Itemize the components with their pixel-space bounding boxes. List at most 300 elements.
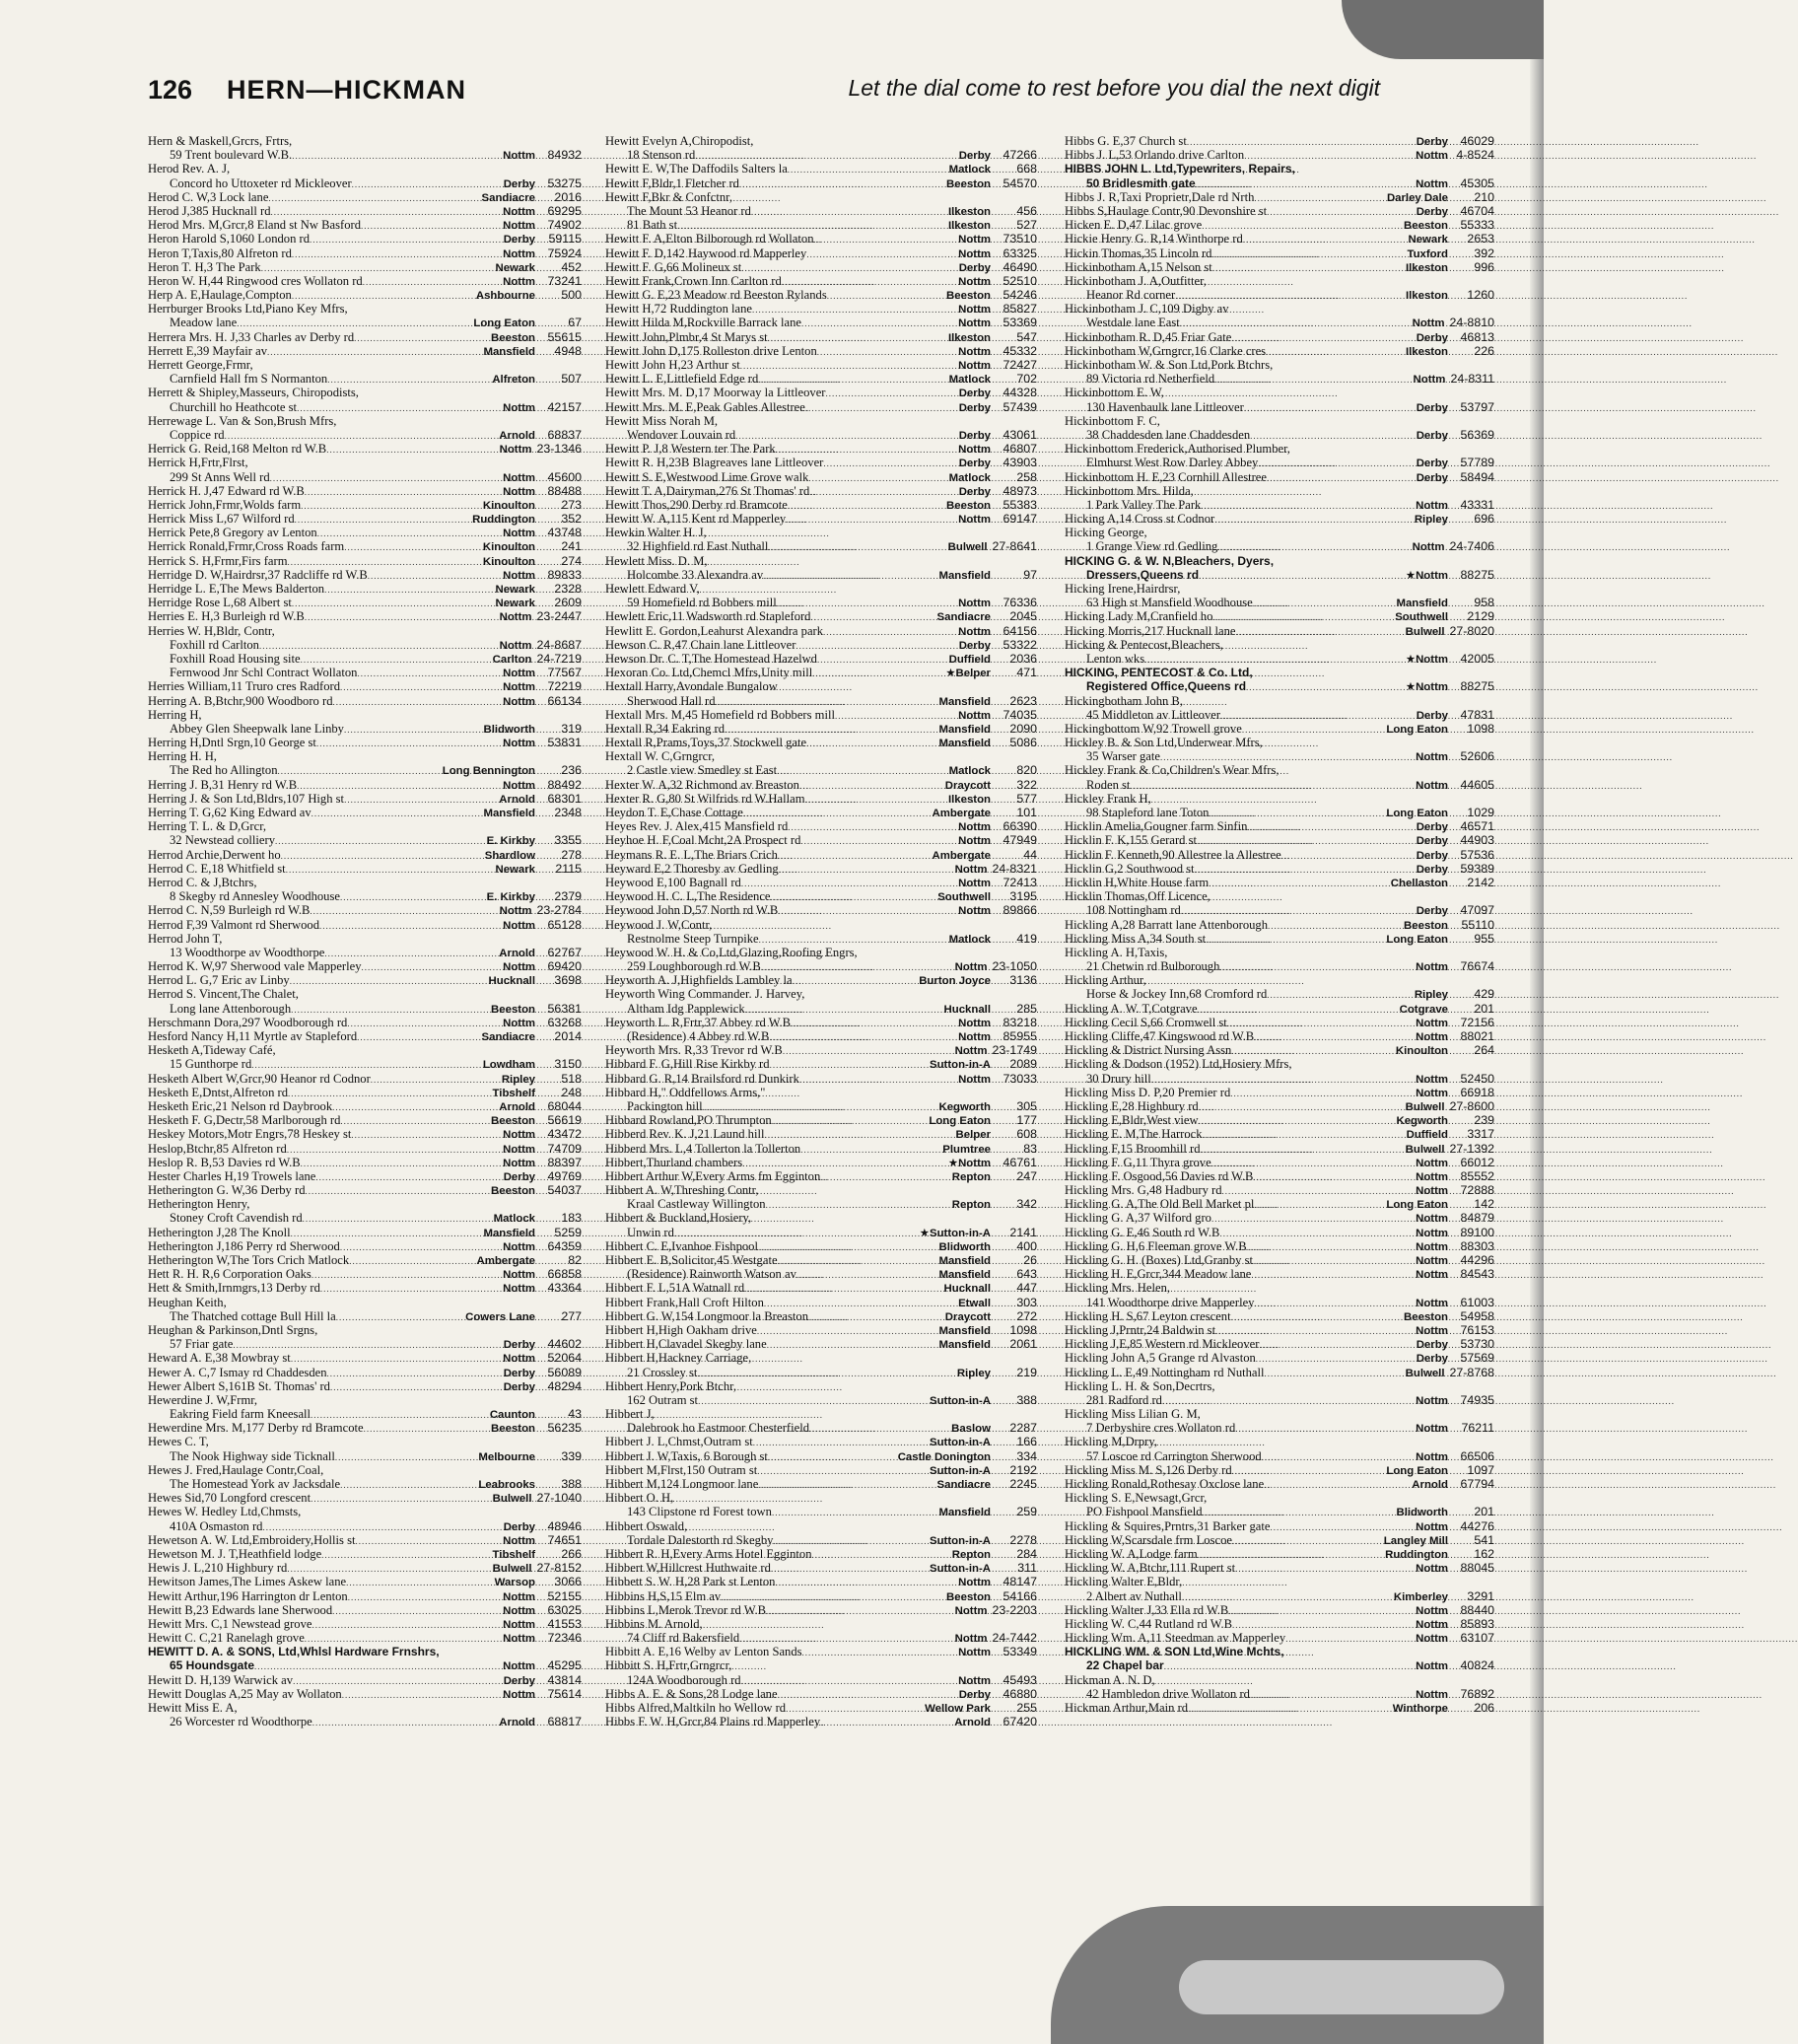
entry-name: Sherwood Hall rd: [627, 693, 716, 708]
dot-leader: [759, 933, 947, 947]
dot-leader: [783, 1044, 953, 1058]
entry-exchange: Nottm: [503, 275, 535, 288]
dot-leader: [301, 653, 491, 667]
directory-entry: [148, 190, 582, 204]
entry-exchange: Matlock: [493, 1213, 535, 1226]
dot-leader: [1268, 919, 1402, 933]
entry-exchange: Matlock: [948, 164, 991, 176]
dot-leader: [305, 1632, 501, 1646]
dot-leader: [1212, 261, 1404, 275]
entry-exchange: Derby: [958, 485, 991, 498]
directory-entry: [1065, 819, 1494, 833]
entry-name: Hibbert A. W,Threshing Contr,: [605, 1183, 759, 1198]
entry-number: 89866: [1003, 903, 1037, 918]
entry-exchange: Nottm: [1413, 374, 1446, 387]
entry-exchange: Nottm: [1412, 317, 1445, 330]
dot-leader: [779, 863, 953, 877]
entry-number: 2623: [1009, 693, 1037, 708]
entry-number: 53322: [1003, 637, 1037, 652]
entry-name: Heyward E,2 Thoresby av Gedling: [605, 861, 779, 876]
entry-number: 55110: [1461, 917, 1494, 932]
entry-exchange: Nottm: [503, 779, 535, 792]
entry-exchange: Blidworth: [1396, 1507, 1448, 1519]
directory-entry: [148, 1533, 582, 1547]
entry-number: 54570: [1003, 176, 1037, 190]
directory-entry: [148, 414, 582, 428]
directory-entry: [1065, 526, 1494, 539]
directory-entry: [148, 1477, 582, 1491]
entry-name: Hibbitt A. E,16 Welby av Lenton Sands: [605, 1645, 802, 1659]
dot-leader: [786, 1702, 923, 1716]
directory-entry: [1065, 260, 1494, 274]
directory-entry: [605, 862, 1037, 876]
dot-leader: [292, 149, 501, 163]
dot-leader: [327, 1367, 502, 1380]
entry-name: Foxhill rd Carlton: [170, 637, 259, 652]
entry-name: Heyhoe H. F,Coal Mcht,2A Prospect rd: [605, 833, 801, 848]
entry-exchange: Nottm: [1416, 1170, 1448, 1183]
dot-leader: [311, 1408, 488, 1422]
dot-leader: [823, 625, 956, 639]
directory-entry: [1065, 414, 1494, 428]
dot-leader: [1281, 849, 1415, 863]
entry-number: 73510: [1003, 232, 1037, 247]
dot-leader: [312, 1716, 498, 1729]
directory-entry: [605, 778, 1037, 792]
directory-entry: [605, 806, 1037, 819]
entry-number: 2014: [554, 1029, 582, 1043]
directory-entry: [1065, 539, 1494, 553]
entry-number: 518: [561, 1071, 582, 1086]
entry-name: 63 High st Mansfield Woodhouse: [1086, 596, 1253, 610]
entry-number: 388: [1016, 1392, 1037, 1407]
entry-name: Hickling F,15 Broomhill rd: [1065, 1141, 1201, 1156]
entry-number: 68044: [547, 1098, 582, 1113]
entry-number: 67: [568, 316, 582, 330]
entry-exchange: Nottm: [1416, 1563, 1448, 1576]
dot-leader: [261, 261, 494, 275]
directory-entry: [605, 1715, 1037, 1728]
dot-leader: [1164, 1659, 1414, 1673]
directory-entry: [1065, 1127, 1494, 1141]
entry-number: 23-2447: [536, 609, 582, 624]
entry-name: Dalebrook ho Eastmoor Chesterfield: [627, 1421, 810, 1436]
dot-leader: [344, 793, 497, 807]
directory-entry: [148, 876, 582, 889]
directory-entry: [605, 666, 1037, 679]
directory-entry: [1065, 247, 1494, 260]
directory-entry: [1065, 1281, 1494, 1295]
entry-name: Hewerdine Mrs. M,177 Derby rd Bramcote: [148, 1421, 364, 1436]
entry-number: 52155: [547, 1588, 582, 1603]
directory-entry: [148, 1226, 582, 1239]
directory-entry: [148, 1658, 582, 1672]
entry-name: Hester Charles H,19 Trowels lane: [148, 1168, 316, 1183]
entry-name: 38 Chaddesden lane Chaddesden: [1086, 427, 1251, 442]
entry-exchange: Beeston: [1404, 220, 1448, 233]
entry-name: Herries W. H,Bldr, Contr,: [148, 623, 275, 638]
directory-entry: [148, 330, 582, 344]
entry-exchange: Matlock: [948, 933, 991, 946]
directory-entry: [605, 1337, 1037, 1351]
entry-number: 1098: [1009, 1322, 1037, 1337]
entry-number: 166: [1016, 1435, 1037, 1449]
entry-exchange: Ruddington: [1385, 1548, 1448, 1561]
directory-entry: [605, 247, 1037, 260]
dot-leader: [368, 569, 501, 583]
entry-name: Hewer A. C,7 Ismay rd Chaddesden: [148, 1365, 327, 1379]
entry-number: 88492: [547, 777, 582, 792]
entry-exchange: Belper: [955, 1129, 991, 1142]
entry-number: 24-8810: [1449, 316, 1494, 330]
entry-number: 27-1392: [1449, 1141, 1494, 1156]
entry-name: Hickling Ronald,Rothesay Oxclose lane: [1065, 1477, 1265, 1491]
entry-number: 2016: [554, 189, 582, 204]
directory-entry: [1065, 358, 1494, 372]
dot-leader: [740, 359, 956, 373]
entry-number: 43814: [547, 1672, 582, 1687]
entry-name: 141 Woodthorpe drive Mapperley: [1086, 1295, 1255, 1309]
entry-name: Horse & Jockey Inn,68 Cromford rd: [1086, 987, 1268, 1002]
entry-exchange: Nottm: [1416, 1618, 1448, 1631]
entry-exchange: Arnold: [499, 1717, 535, 1729]
entry-name: Hewitt Douglas A,25 May av Wollaton: [148, 1686, 342, 1701]
dot-leader: [310, 233, 502, 247]
entry-name: Hicklin H,White House farm: [1065, 875, 1210, 889]
dot-leader: [810, 610, 934, 624]
dot-leader: [1220, 709, 1415, 723]
dot-leader: [741, 261, 956, 275]
entry-exchange: Nottm: [1416, 177, 1448, 190]
dot-leader: [1267, 205, 1415, 219]
directory-entry: [605, 1211, 1037, 1225]
dot-leader: [357, 667, 501, 680]
entry-name: 13 Woodthorpe av Woodthorpe: [170, 945, 325, 959]
entry-number: 43472: [547, 1127, 582, 1142]
directory-entry: [605, 232, 1037, 246]
directory-entry: [148, 344, 582, 358]
entry-exchange: Bulwell: [492, 1563, 532, 1576]
entry-number: 3291: [1467, 1588, 1494, 1603]
entry-exchange: Nottm: [1416, 1087, 1448, 1099]
directory-entry: [605, 1505, 1037, 1518]
entry-number: 66918: [1460, 1085, 1494, 1099]
dot-leader: [354, 331, 489, 345]
entry-number: 97: [1023, 567, 1037, 582]
entry-number: 47949: [1003, 833, 1037, 848]
directory-entry: [605, 1366, 1037, 1379]
entry-number: 69147: [1003, 512, 1037, 527]
dot-leader: [1243, 233, 1407, 247]
entry-name: Altham Idg Papplewick: [627, 1001, 745, 1016]
dot-leader: [288, 555, 481, 569]
entry-name: Hewitt Miss Norah M,: [605, 413, 719, 428]
directory-entry: [605, 162, 1037, 176]
dot-leader: [835, 709, 956, 723]
entry-exchange: Derby: [1416, 1353, 1448, 1366]
directory-entry: [605, 1169, 1037, 1183]
entry-exchange: Nottm: [503, 738, 535, 750]
dot-leader: [764, 1128, 953, 1142]
entry-exchange: Long Eaton: [1386, 933, 1448, 946]
dot-leader: [812, 1548, 950, 1562]
entry-name: Hickley Frank H,: [1065, 791, 1151, 806]
directory-entry: [148, 1505, 582, 1518]
directory-entry: [1065, 1645, 1494, 1658]
entry-name: Heywood E,100 Bagnall rd: [605, 875, 741, 889]
dot-leader: [327, 373, 490, 387]
entry-number: 400: [1016, 1238, 1037, 1253]
entry-exchange: Nottm: [503, 1143, 535, 1156]
directory-entry: [1065, 1323, 1494, 1337]
directory-entry: [605, 134, 1037, 148]
directory-entry: [605, 428, 1037, 442]
entry-exchange: Nottm: [1416, 1297, 1448, 1309]
entry-exchange: Ilkeston: [947, 793, 991, 806]
entry-number: 264: [1474, 1043, 1494, 1058]
directory-entry: [148, 1267, 582, 1281]
directory-entry: [1065, 1351, 1494, 1365]
dot-leader: [1235, 1562, 1414, 1576]
dot-leader: [799, 1073, 956, 1087]
entry-name: Hewes W. Hedley Ltd,Chmsts,: [148, 1505, 302, 1519]
entry-number: 49769: [547, 1168, 582, 1183]
entry-exchange: Nottm: [503, 485, 535, 498]
entry-number: 527: [1016, 218, 1037, 233]
directory-entry: [1065, 1617, 1494, 1631]
entry-number: 24-8321: [992, 861, 1037, 876]
entry-number: 72427: [1003, 358, 1037, 372]
entry-exchange: Long Eaton: [1386, 723, 1448, 736]
entry-exchange: Ambergate: [932, 808, 991, 819]
entry-exchange: Nottm: [1416, 1450, 1448, 1463]
dot-leader: [817, 345, 956, 359]
entry-number: 541: [1474, 1532, 1494, 1547]
directory-entry: [605, 1631, 1037, 1645]
directory-entry: [148, 288, 582, 302]
entry-name: 65 Houndsgate: [170, 1658, 255, 1673]
dot-leader: [301, 499, 481, 513]
directory-entry: [148, 778, 582, 792]
entry-number: 2348: [554, 806, 582, 819]
dot-leader: [1246, 680, 1404, 694]
dot-leader: [788, 499, 944, 513]
dot-leader: [305, 485, 501, 499]
directory-entry: [605, 358, 1037, 372]
entry-exchange: Nottm: [1416, 1520, 1448, 1533]
directory-entry: [1065, 903, 1494, 917]
entry-name: Heron T. H,3 The Park: [148, 259, 261, 274]
directory-entry: [1065, 400, 1494, 414]
directory-entry: [605, 372, 1037, 386]
entry-name: Hicking & Pentecost,Bleachers,: [1065, 637, 1223, 652]
entry-exchange: Beeston: [491, 1003, 535, 1016]
entry-number: 46880: [1003, 1686, 1037, 1701]
entry-number: 48946: [547, 1518, 582, 1533]
entry-number: 27-8020: [1449, 623, 1494, 638]
entry-name: 15 Gunthorpe rd: [170, 1057, 252, 1072]
dot-leader: [1187, 135, 1415, 149]
directory-entry: [148, 498, 582, 512]
entry-number: 2141: [1009, 1225, 1037, 1239]
dot-leader: [739, 1632, 952, 1646]
directory-entry: [605, 302, 1037, 316]
entry-number: 255: [1016, 1701, 1037, 1715]
entry-name: Heyes Rev. J. Alex,415 Mansfield rd: [605, 819, 789, 834]
dot-leader: [371, 1073, 500, 1087]
directory-entry: [1065, 694, 1494, 708]
directory-entry: [1065, 778, 1494, 792]
entry-name: Hextall W. C,Grngrcr,: [605, 749, 716, 764]
entry-number: 507: [561, 372, 582, 387]
entry-name: Herod J,385 Hucknall rd: [148, 203, 271, 218]
entry-exchange: Darley Dale: [1386, 191, 1448, 204]
page-header: [148, 75, 1380, 116]
entry-number: 2115: [555, 861, 582, 876]
directory-entry: [605, 1043, 1037, 1057]
directory-entry: [148, 694, 582, 708]
dot-leader: [1199, 1114, 1395, 1128]
entry-number: 471: [1016, 666, 1037, 680]
entry-name: Heyworth L. R,Frtr,37 Abbey rd W.B: [605, 1015, 792, 1029]
entry-number: 72219: [547, 679, 582, 694]
dot-leader: [1219, 1227, 1414, 1240]
directory-entry: [148, 806, 582, 819]
entry-number: 48147: [1003, 1575, 1037, 1589]
dot-leader: [778, 1688, 957, 1702]
dot-leader: [1217, 540, 1410, 554]
directory-entry: [605, 946, 1037, 959]
directory-entry: [148, 1463, 582, 1477]
entry-exchange: Ilkeston: [947, 205, 991, 218]
entry-name: Hickman A. N. D,: [1065, 1672, 1155, 1687]
directory-entry: [605, 1142, 1037, 1156]
entry-name: Elmhurst West Row Darley Abbey: [1086, 456, 1259, 470]
entry-name: Hewitt B,23 Edwards lane Sherwood: [148, 1602, 333, 1617]
entry-name: Hickling G. E,46 South rd W.B: [1065, 1225, 1220, 1239]
entry-name: Hickling J,E,85 Western rd Mickleover: [1065, 1337, 1260, 1352]
entry-exchange: Nottm: [503, 1157, 535, 1169]
entry-exchange: Newark: [1408, 234, 1448, 247]
entry-name: Hickingbottom W,92 Trowell grove: [1065, 721, 1242, 736]
dot-leader: [1201, 1143, 1404, 1157]
entry-name: Hewetson M. J. T,Heathfield lodge: [148, 1546, 322, 1561]
dot-leader: [677, 219, 946, 233]
entry-number: 42005: [1460, 651, 1494, 666]
dot-leader: [805, 793, 946, 807]
entry-number: 285: [1016, 1001, 1037, 1016]
directory-entry: [605, 1281, 1037, 1295]
entry-number: 72156: [1460, 1015, 1494, 1029]
entry-name: Hicken E. D,47 Lilac grove: [1065, 218, 1203, 233]
entry-number: 63325: [1003, 246, 1037, 260]
entry-name: Hewitt T. A,Dairyman,276 St Thomas' rd: [605, 483, 810, 498]
entry-exchange: Ambergate: [476, 1255, 535, 1267]
entry-name: Tordale Dalestorth rd Skegby: [627, 1532, 774, 1547]
entry-name: Hibbert Frank,Hall Croft Hilton: [605, 1295, 764, 1309]
dot-leader: [796, 1268, 937, 1282]
entry-exchange: Duffield: [948, 653, 991, 666]
entry-name: Herod C. W,3 Lock lane: [148, 189, 269, 204]
entry-name: Hetherington W,The Tors Crich Matlock: [148, 1253, 350, 1267]
entry-exchange: Nottm: [1416, 1688, 1448, 1701]
entry-number: 67420: [1003, 1715, 1037, 1729]
directory-entry: [605, 442, 1037, 456]
entry-number: 74902: [547, 218, 582, 233]
entry-number: 72413: [1003, 875, 1037, 889]
dot-leader: [225, 429, 498, 443]
directory-entry: [605, 1435, 1037, 1448]
dot-leader: [806, 737, 936, 750]
page-number: 126: [148, 75, 193, 105]
dot-leader: [769, 1030, 956, 1044]
directory-entry: [148, 428, 582, 442]
directory-entry: [605, 1267, 1037, 1281]
directory-entry: [148, 1631, 582, 1645]
entry-number: 284: [1016, 1546, 1037, 1561]
dot-leader: [1253, 1254, 1414, 1268]
directory-entry: [1065, 204, 1494, 218]
entry-number: 63107: [1460, 1631, 1494, 1646]
entry-number: 44602: [547, 1337, 582, 1352]
dot-leader: [1251, 1268, 1414, 1282]
directory-entry: [1065, 1366, 1494, 1379]
dot-leader: [268, 191, 479, 205]
entry-number: 82: [568, 1253, 582, 1267]
entry-exchange: Ilkeston: [947, 220, 991, 233]
entry-number: 88275: [1460, 679, 1494, 694]
directory-entry: [1065, 1631, 1494, 1645]
entry-number: 56381: [547, 1001, 582, 1016]
entry-name: Herrod Archie,Derwent ho: [148, 847, 281, 862]
entry-name: HIBBS JOHN L. Ltd,Typewriters, Repairs,: [1065, 162, 1295, 176]
entry-number: 577: [1016, 791, 1037, 806]
directory-entry: [1065, 190, 1494, 204]
entry-exchange: Nottm: [503, 919, 535, 932]
entry-exchange: Arnold: [954, 1717, 991, 1729]
directory-entry: [148, 1421, 582, 1435]
directory-entry: [605, 792, 1037, 806]
dot-leader: [721, 1590, 944, 1604]
entry-name: Hibbert H,Hackney Carriage,: [605, 1351, 752, 1366]
dot-leader: [777, 764, 946, 778]
directory-entry: [1065, 1533, 1494, 1547]
dot-leader: [771, 1562, 928, 1576]
entry-number: 43331: [1460, 497, 1494, 512]
entry-exchange: Derby: [503, 234, 535, 247]
entry-name: Hibbert Henry,Pork Btchr,: [605, 1378, 736, 1393]
directory-entry: [1065, 582, 1494, 596]
entry-name: Hewitt F. D,142 Haywood rd Mapperley: [605, 246, 807, 260]
dot-leader: [324, 947, 497, 960]
directory-entry: [1065, 722, 1494, 736]
directory-entry: [148, 946, 582, 959]
entry-exchange: Long Bennington: [442, 765, 535, 778]
entry-number: 24-8311: [1450, 372, 1494, 387]
dot-leader: [1199, 1100, 1404, 1114]
entry-name: Herrod John T,: [148, 931, 223, 946]
entry-name: Hett & Smith,Irnmgrs,13 Derby rd: [148, 1281, 320, 1296]
entry-exchange: Derby: [958, 458, 991, 470]
entry-name: Hextall Mrs. M,45 Homefield rd Bobbers mill: [605, 707, 835, 722]
entry-name: Hickling John A,5 Grange rd Alvaston: [1065, 1351, 1256, 1366]
entry-name: Hewitt Frank,Crown Inn Carlton rd: [605, 273, 782, 288]
directory-entry: [1065, 302, 1494, 316]
entry-name: Hickling Mrs. Helen,: [1065, 1281, 1171, 1296]
entry-number: 64156: [1003, 623, 1037, 638]
entry-name: Hickling Walter E,Bldr,: [1065, 1575, 1183, 1589]
directory-entry: [148, 148, 582, 162]
